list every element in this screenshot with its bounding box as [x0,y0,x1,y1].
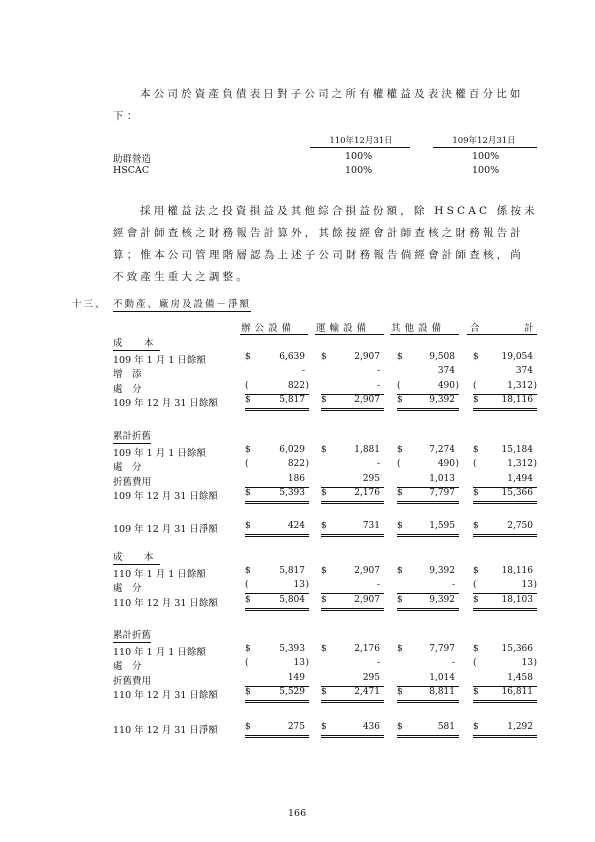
table-cell [245,687,309,703]
currency-sign: $ [321,644,327,655]
table-cell [397,381,459,395]
currency-sign: $ [321,686,327,697]
table-cell [473,673,537,687]
table-cell [473,566,537,579]
table-cell [245,488,309,504]
cell-value: 13 [521,580,533,591]
cell-value: 7,274 [429,445,455,456]
close-paren: ) [455,459,459,470]
table-cell [397,595,459,611]
cell-value: 1,312 [507,380,533,391]
table-cell [473,644,537,657]
open-paren: ( [397,459,401,470]
table-cell [473,488,537,504]
table-cell [397,366,459,379]
open-paren: ( [245,658,249,669]
table-cell [245,644,309,657]
currency-sign: $ [473,352,479,363]
table-cell [473,445,537,458]
currency-sign: $ [397,594,403,605]
table-cell [321,381,384,395]
cell-value: 374 [437,366,455,377]
table-cell [245,658,309,671]
close-paren: ) [455,380,459,391]
table-cell [321,580,384,594]
currency-sign: $ [245,644,251,655]
open-paren: ( [397,380,401,391]
currency-sign: $ [397,521,403,531]
cell-value: 2,176 [354,644,380,655]
table-cell [321,566,384,579]
cell-value: 18,116 [501,566,533,577]
table-cell [397,521,459,537]
table-cell [397,658,459,671]
cell-value: 186 [287,473,305,484]
cell-value: 275 [287,722,305,732]
table-cell [321,352,384,365]
para2-line4: 不致產生重大之調整。 [113,271,250,283]
table-cell [245,673,309,687]
table-cell [245,352,309,365]
currency-sign: $ [245,521,251,531]
currency-sign: $ [473,394,479,405]
cell-value: 5,804 [279,594,305,605]
cell-value: - [376,380,380,391]
cell-value: 5,393 [279,487,305,498]
row-label: 109 年 12 月 31 日餘額 [113,490,218,502]
currency-sign: $ [473,445,479,456]
cell-value: 13 [521,658,533,669]
cell-value: 9,508 [429,352,455,363]
table-cell [245,595,309,611]
cell-value: 374 [515,366,533,377]
table-cell [321,673,384,687]
ownership-row-value: 100% [472,151,500,162]
row-label: 110 年 1 月 1 日餘額 [113,569,206,581]
cell-value: 1,312 [507,459,533,470]
table-cell [321,521,384,537]
table-cell [397,644,459,657]
currency-sign: $ [245,566,251,577]
row-label: 110 年 12 月 31 日餘額 [113,597,218,609]
currency-sign: $ [321,394,327,405]
currency-sign: $ [397,394,403,405]
cell-value: 15,184 [501,445,533,456]
currency-sign: $ [397,722,403,732]
cell-value: 5,817 [279,566,305,577]
table-cell [473,521,537,537]
open-paren: ( [473,580,477,591]
cell-value: 822 [287,380,305,391]
table-cell [397,722,459,738]
table-cell [245,580,309,594]
cell-value: - [451,580,455,591]
currency-sign: $ [245,722,251,732]
table-cell [245,445,309,458]
currency-sign: $ [321,352,327,363]
table-cell [245,459,309,472]
cell-value: 2,750 [507,521,533,531]
cell-value: - [451,658,455,669]
cell-value: 5,817 [279,394,305,405]
table-cell [245,566,309,579]
cell-value: 15,366 [501,644,533,655]
open-paren: ( [245,459,249,470]
currency-sign: $ [245,394,251,405]
ownership-header-rule-110 [310,147,410,148]
cell-value: 295 [362,672,380,683]
cell-value: 822 [287,459,305,470]
cell-value: - [376,658,380,669]
cell-value: 6,639 [279,352,305,363]
open-paren: ( [245,580,249,591]
table-cell [321,474,384,488]
row-label: 增 添 [113,369,142,381]
close-paren: ) [305,459,309,470]
row-label: 110 年 12 月 31 日餘額 [113,689,218,701]
col-header-rule [467,334,537,335]
cell-value: - [301,366,305,377]
cell-value: 18,116 [501,394,533,405]
para2-line1: 採用權益法之投資損益及其他綜合損益份額，除 HSCAC 係按未 [140,205,538,217]
table-cell [473,459,537,472]
currency-sign: $ [321,445,327,456]
table-cell [473,658,537,671]
currency-sign: $ [397,445,403,456]
cell-value: 1,595 [429,521,455,531]
cell-value: 15,366 [501,487,533,498]
table-cell [397,673,459,687]
close-paren: ) [533,459,537,470]
table-cell [321,595,384,611]
currency-sign: $ [321,722,327,732]
row-label: 處 分 [113,661,142,673]
table-cell [245,474,309,488]
currency-sign: $ [321,594,327,605]
ownership-header-109: 109年12月31日 [452,136,516,146]
table-cell [397,474,459,488]
currency-sign: $ [473,566,479,577]
cell-value: 424 [287,521,305,531]
close-paren: ) [305,658,309,669]
cell-value: 581 [437,722,455,732]
cell-value: - [376,366,380,377]
cell-value: 1,881 [354,445,380,456]
table-cell [473,366,537,379]
row-label: 109 年 12 月 31 日淨額 [113,524,218,535]
cell-value: 1,458 [507,672,533,683]
cell-value: 1,013 [429,473,455,484]
page-number: 166 [288,808,307,819]
table-cell [321,658,384,671]
currency-sign: $ [473,644,479,655]
table-cell [473,352,537,365]
table-cell [245,366,309,379]
ownership-row-value: 100% [345,165,373,176]
close-paren: ) [533,580,537,591]
currency-sign: $ [473,722,479,732]
cell-value: 13 [293,580,305,591]
row-label: 109 年 1 月 1 日餘額 [113,355,206,367]
table-cell [321,445,384,458]
cell-value: 2,907 [354,352,380,363]
cell-value: 2,907 [354,566,380,577]
col-header-rule [240,334,308,335]
section-title: 不動產、廠房及設備－淨額 [113,296,251,312]
block-heading: 累計折舊 [113,431,152,442]
cell-value: - [376,580,380,591]
currency-sign: $ [245,352,251,363]
table-cell [473,595,537,611]
table-cell [321,488,384,504]
row-label: 折舊費用 [113,675,152,687]
row-label: 處 分 [113,383,142,395]
ownership-row-name: HSCAC [113,165,150,176]
col-header-total-2: 計 [524,323,538,334]
table-cell [473,395,537,411]
cell-value: 295 [362,473,380,484]
cell-value: 1,292 [507,722,533,732]
cell-value: 19,054 [501,352,533,363]
cell-value: 2,176 [354,487,380,498]
cell-value: 490 [437,380,455,391]
currency-sign: $ [245,686,251,697]
col-header-rule [390,334,459,335]
row-label: 110 年 12 月 31 日淨額 [113,725,218,736]
cell-value: 436 [362,722,380,732]
close-paren: ) [305,380,309,391]
table-cell [321,459,384,472]
cell-value: 149 [287,672,305,683]
col-header-total-1: 合 [470,323,484,334]
cell-value: 2,907 [354,594,380,605]
ownership-header-rule-109 [433,147,537,148]
ownership-header-110: 110年12月31日 [329,136,393,146]
col-header-rule [315,334,384,335]
cell-value: 6,029 [279,445,305,456]
cell-value: 490 [437,459,455,470]
cell-value: 1,014 [429,672,455,683]
para1-line1: 本公司於資產負債表日對子公司之所有權權益及表決權百分比如 [140,88,524,100]
currency-sign: $ [473,594,479,605]
table-cell [473,580,537,594]
table-cell [397,395,459,411]
table-cell [397,566,459,579]
currency-sign: $ [397,566,403,577]
currency-sign: $ [397,352,403,363]
cell-value: 18,103 [501,594,533,605]
ownership-row-value: 100% [472,165,500,176]
currency-sign: $ [397,686,403,697]
cell-value: 7,797 [429,644,455,655]
table-cell [397,445,459,458]
row-label: 處 分 [113,583,142,595]
table-cell [473,381,537,395]
table-cell [473,474,537,488]
table-cell [245,722,309,738]
open-paren: ( [473,658,477,669]
table-cell [321,687,384,703]
cell-value: 16,811 [501,686,533,697]
cell-value: 5,393 [279,644,305,655]
cell-value: 2,907 [354,394,380,405]
currency-sign: $ [473,686,479,697]
row-label: 109 年 1 月 1 日餘額 [113,448,206,460]
currency-sign: $ [321,487,327,498]
table-cell [397,459,459,472]
table-cell [397,687,459,703]
row-label: 110 年 1 月 1 日餘額 [113,647,206,659]
para2-line2: 經會計師查核之財務報告計算外，其餘按經會計師查核之財務報告計 [113,227,524,239]
block-heading: 成 本 [113,552,160,563]
open-paren: ( [473,380,477,391]
close-paren: ) [305,580,309,591]
table-cell [321,644,384,657]
cell-value: - [376,459,380,470]
cell-value: 13 [293,658,305,669]
currency-sign: $ [245,487,251,498]
table-cell [397,488,459,504]
section-number: 十三、 [72,299,107,310]
currency-sign: $ [321,521,327,531]
col-header-transport: 運輸設備 [316,323,371,334]
currency-sign: $ [473,487,479,498]
table-cell [397,580,459,594]
row-label: 處 分 [113,462,142,474]
currency-sign: $ [397,644,403,655]
para1-line2: 下： [113,110,141,122]
cell-value: 9,392 [429,394,455,405]
currency-sign: $ [473,521,479,531]
cell-value: 8,811 [429,686,455,697]
table-cell [245,381,309,395]
cell-value: 1,494 [507,473,533,484]
ownership-row-value: 100% [345,151,373,162]
cell-value: 2,471 [354,686,380,697]
para2-line3: 算；惟本公司管理階層認為上述子公司財務報告倘經會計師查核，尚 [113,249,524,261]
cell-value: 9,392 [429,566,455,577]
table-cell [245,521,309,537]
close-paren: ) [533,658,537,669]
table-cell [321,395,384,411]
table-cell [245,395,309,411]
table-cell [473,687,537,703]
currency-sign: $ [397,487,403,498]
table-cell [397,352,459,365]
block-heading: 成 本 [113,338,160,349]
currency-sign: $ [321,566,327,577]
cell-value: 5,529 [279,686,305,697]
block-heading: 累計折舊 [113,630,152,641]
col-header-office: 辦公設備 [241,323,296,334]
currency-sign: $ [245,594,251,605]
open-paren: ( [245,380,249,391]
row-label: 109 年 12 月 31 日餘額 [113,397,218,409]
cell-value: 9,392 [429,594,455,605]
table-cell [321,366,384,379]
row-label: 折舊費用 [113,476,152,488]
currency-sign: $ [245,445,251,456]
col-header-other: 其他設備 [391,323,446,334]
table-cell [321,722,384,738]
table-cell [473,722,537,738]
cell-value: 7,797 [429,487,455,498]
close-paren: ) [533,380,537,391]
cell-value: 731 [362,521,380,531]
open-paren: ( [473,459,477,470]
ownership-row-name: 助群營造 [113,154,152,165]
